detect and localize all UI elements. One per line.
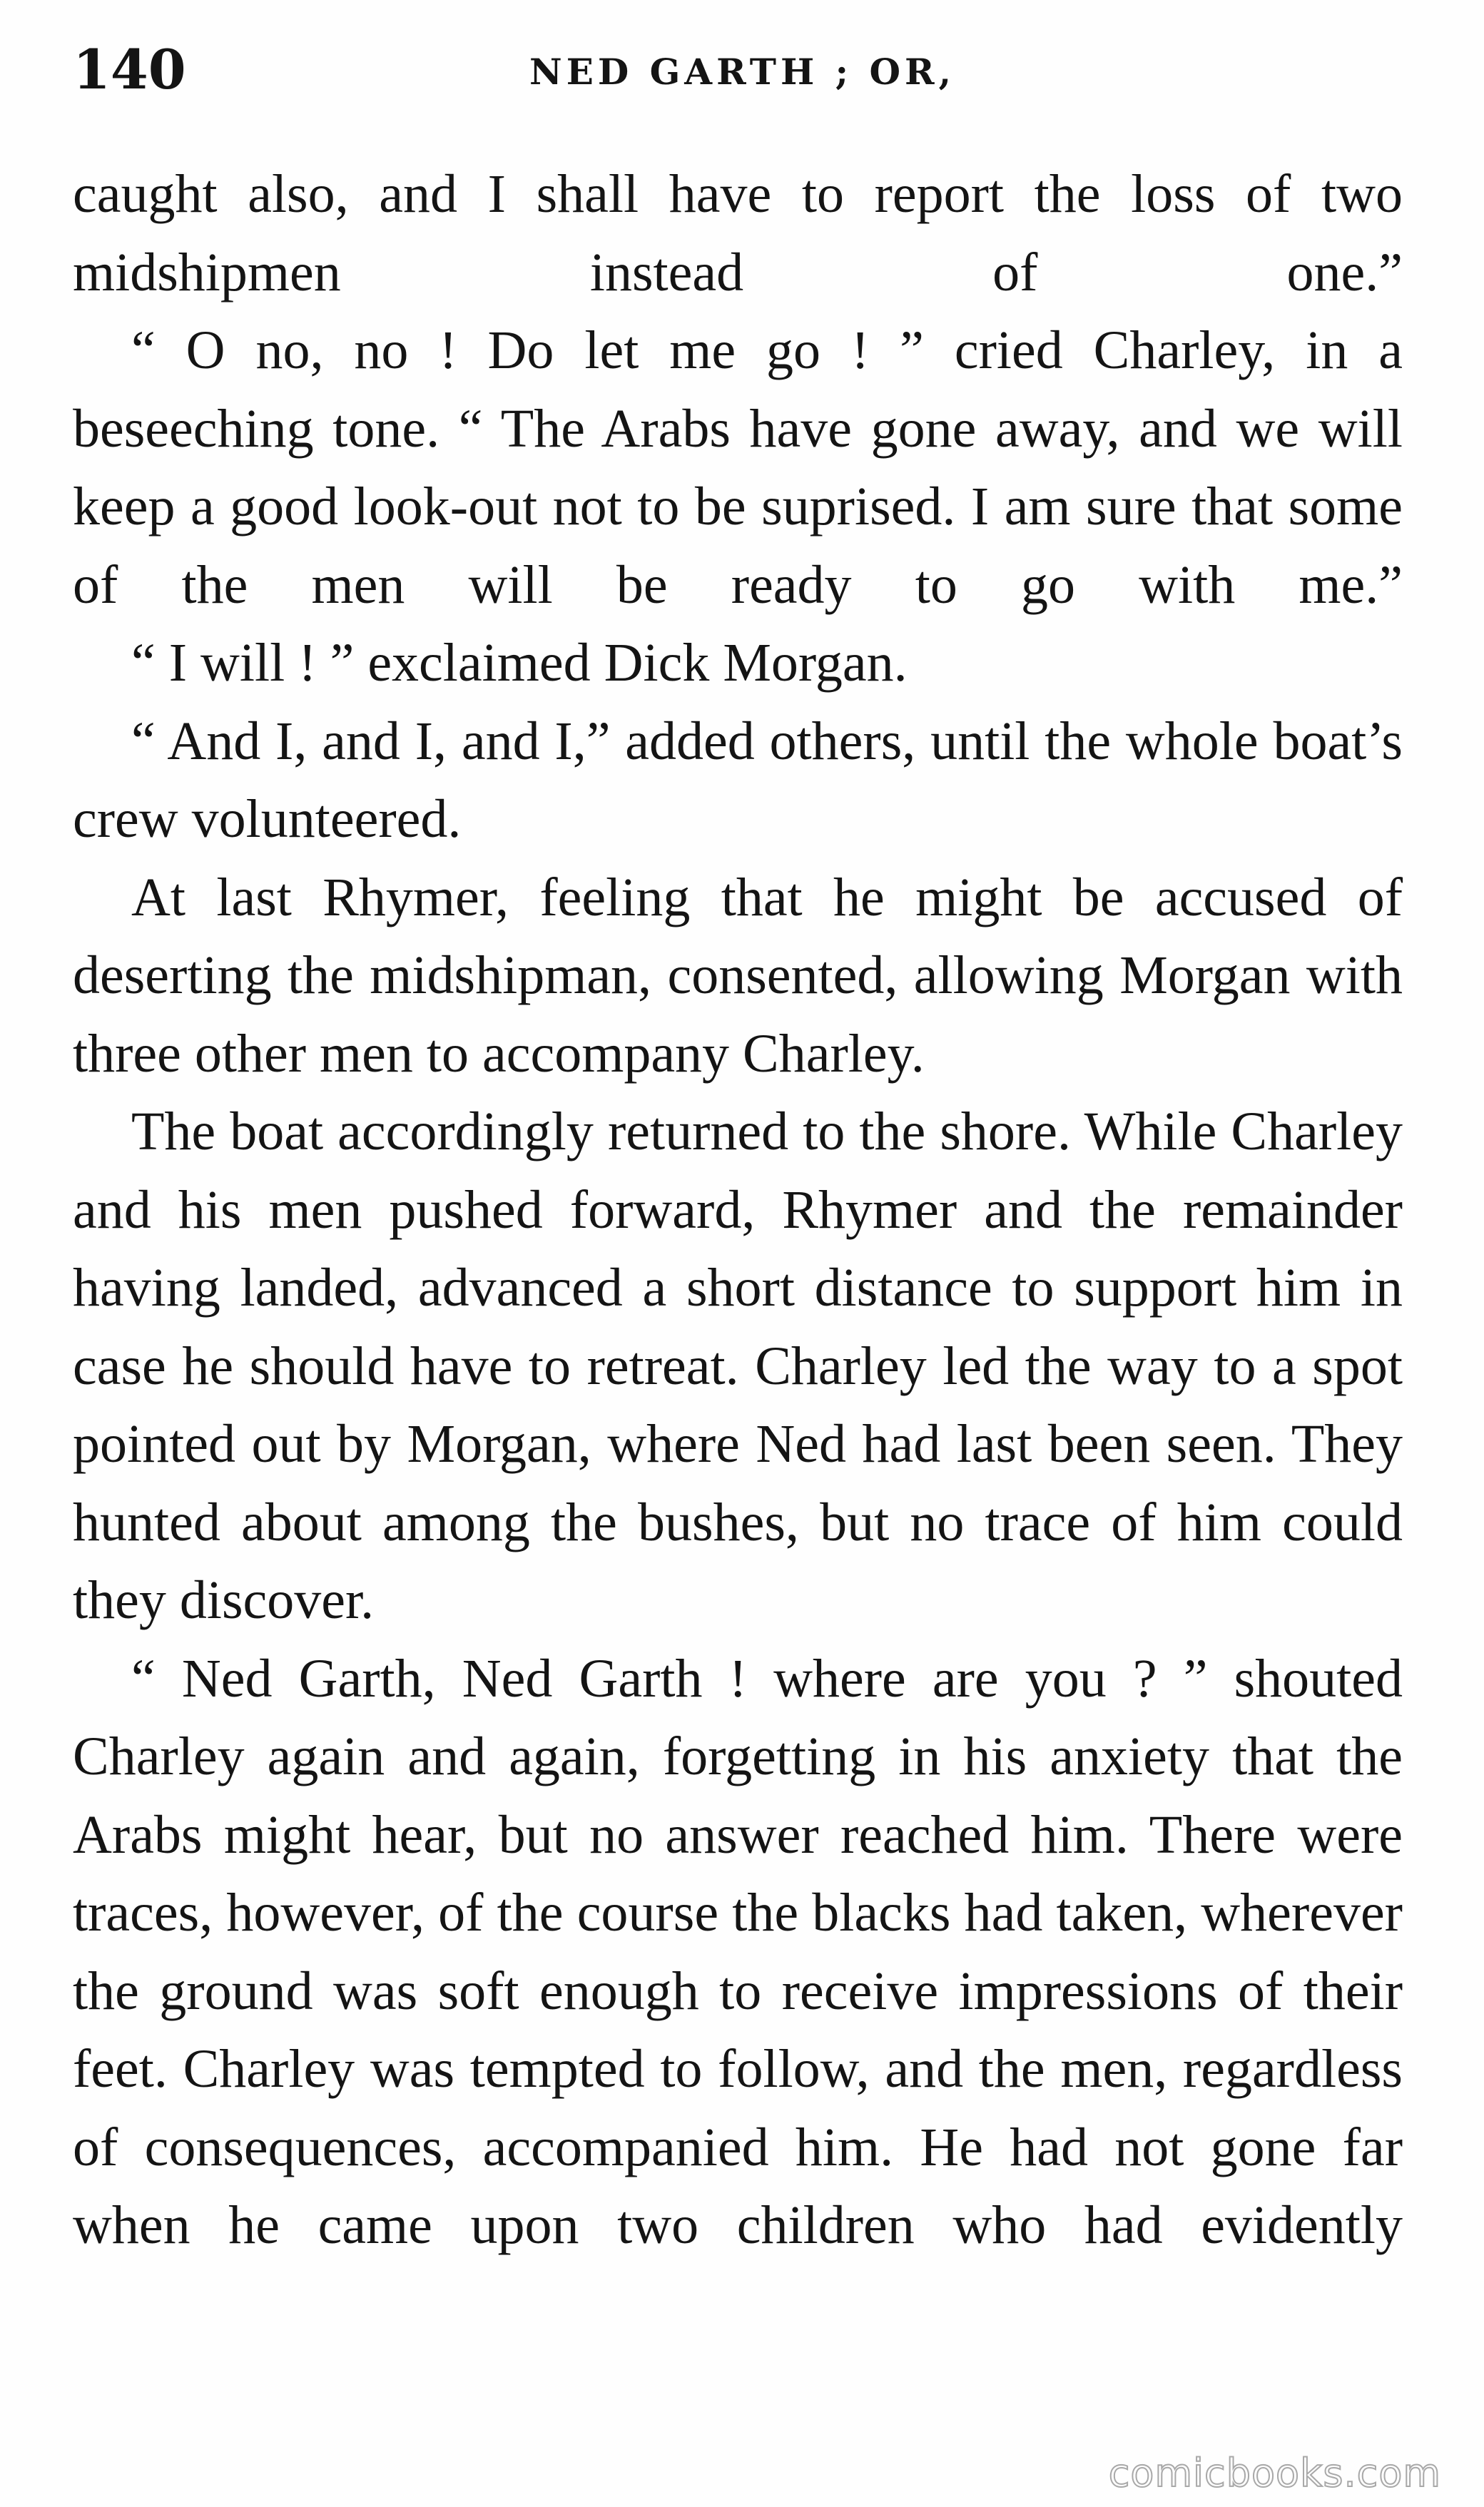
paragraph-3: “ I will ! ” exclaimed Dick Morgan. xyxy=(131,633,908,693)
watermark-logo: comicbooks.com xyxy=(1108,2451,1441,2496)
page-number: 140 xyxy=(73,38,186,101)
paragraph-1: caught also, and I shall have to report the loss of two midshipmen instead of one.” xyxy=(73,164,1403,302)
paragraph-2: “ O no, no ! Do let me go ! ” cried Charley, in a beseeching tone. “ The Arabs have gone away, and we will keep a good look-out not to be suprised. I am sure that some of the men will be ready to go with me.” xyxy=(73,320,1403,615)
paragraph-4: “ And I, and I, and I,” added others, until the whole boat’s crew volunteered. xyxy=(73,711,1403,849)
paragraph-7: “ Ned Garth, Ned Garth ! where are you ? ” shouted Charley again and again, forgetting in his anxiety that the Arabs might hear, but no answer reached him. There were traces, however, of the course the blacks had taken, wherever the ground was soft enough to receive impressions of their feet. Charley was tempted to follow, and the men, regardless of consequences, accompanied him. He had not gone far when he came upon two children who had evidently xyxy=(73,1648,1403,2255)
running-title: NED GARTH ; OR, xyxy=(529,51,955,93)
paragraph-6: The boat accordingly returned to the shore. While Charley and his men pushed forward, Rhymer and the remainder having landed, advanced a short distance to support him in case he should have to retreat. Charley led the way to a spot pointed out by Morgan, where Ned had last been seen. They hunted about among the bushes, but no trace of him could they discover. xyxy=(73,1102,1403,1630)
paragraph-5: At last Rhymer, feeling that he might be accused of deserting the midshipman, consented, allowing Morgan with three other men to accompany Charley. xyxy=(73,867,1403,1084)
running-head xyxy=(73,37,1403,116)
body-text xyxy=(73,156,1403,2265)
